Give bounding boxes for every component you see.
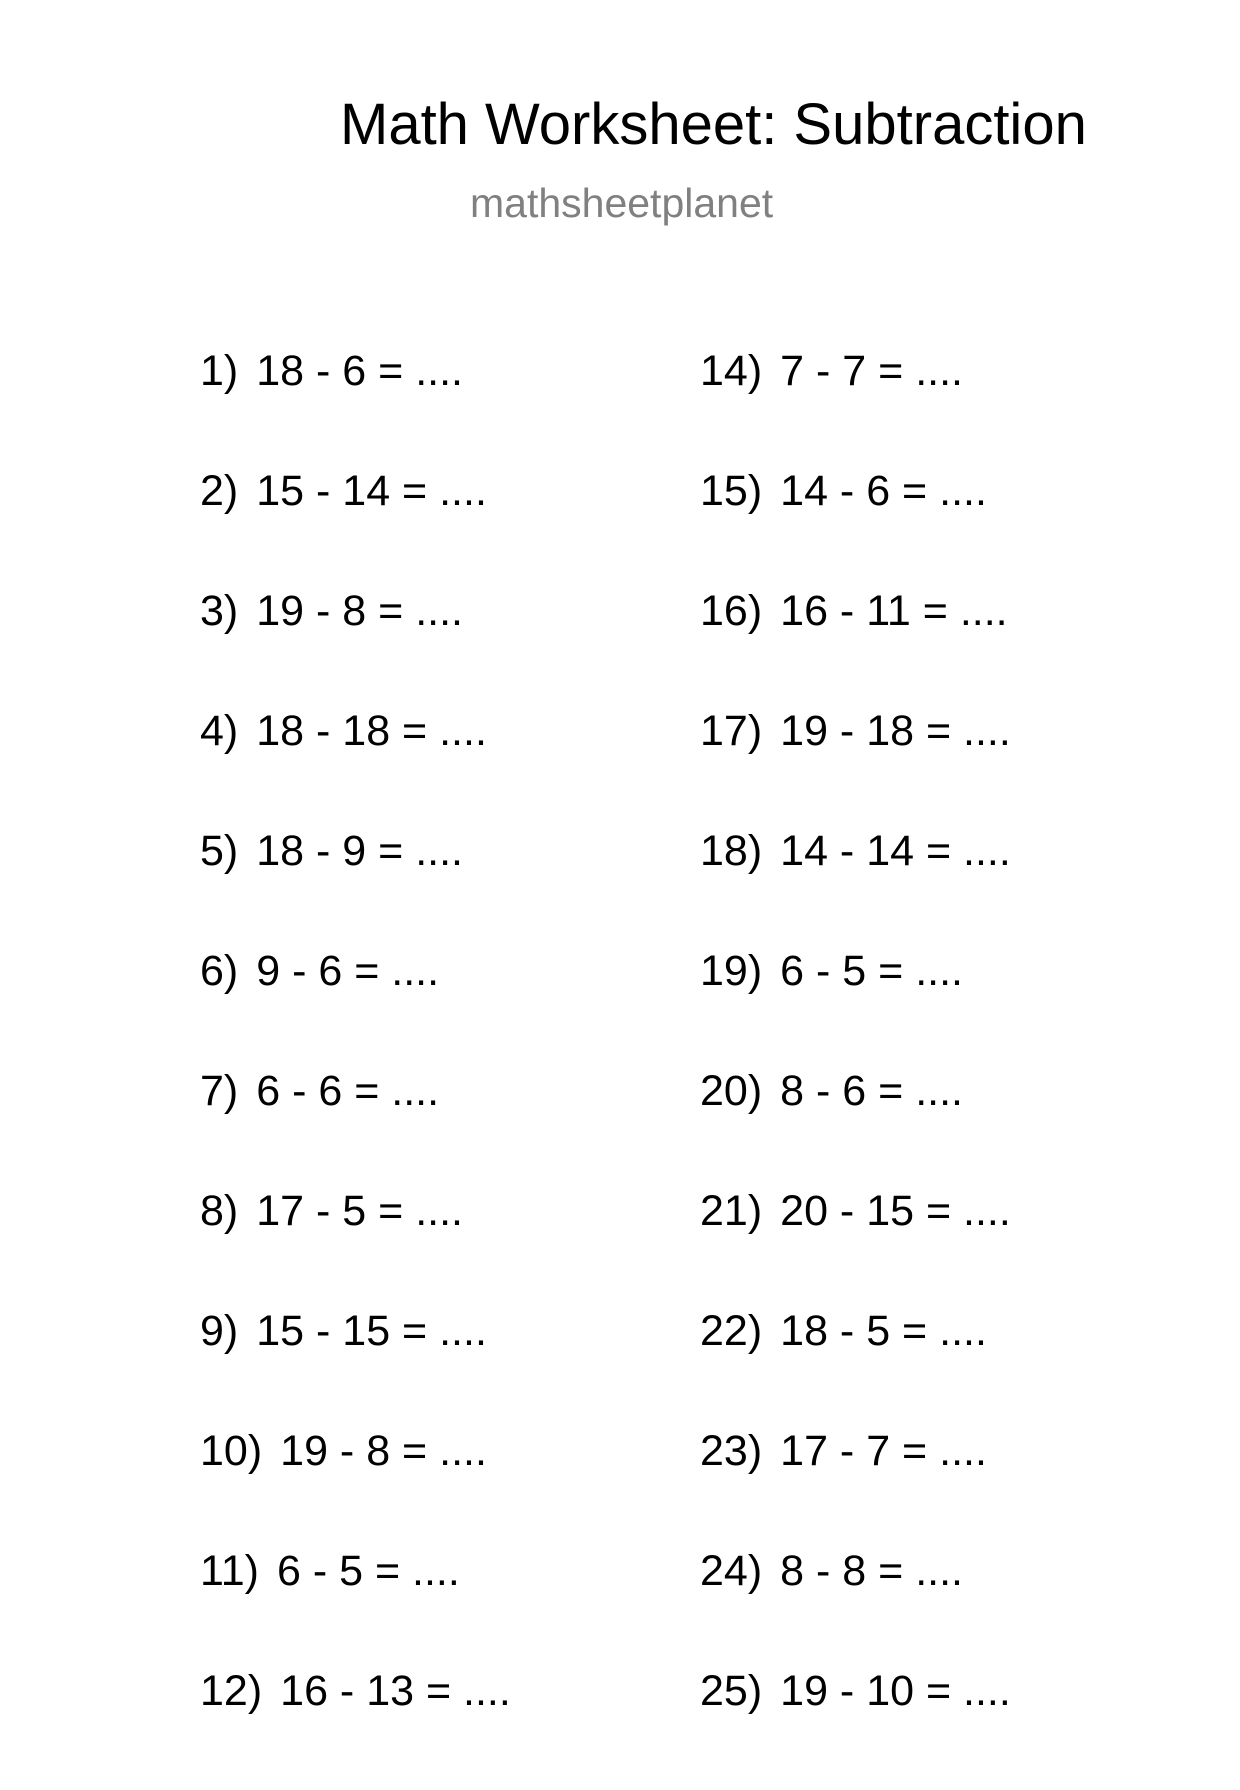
problem-item: [200, 1187, 511, 1310]
problem-number: 1): [200, 347, 239, 395]
problem-number: 24): [700, 1547, 763, 1595]
problem-item: [200, 1667, 511, 1790]
problem-number: 17): [700, 707, 763, 755]
problem-item: [700, 947, 1011, 1070]
problem-item: [700, 467, 1011, 590]
problem-expression: 16 - 13 = ....: [280, 1667, 511, 1715]
problem-item: [200, 707, 511, 830]
problem-number: 2): [200, 467, 239, 515]
problem-item: [200, 947, 511, 1070]
problem-expression: 7 - 7 = ....: [780, 347, 963, 395]
problem-number: 12): [200, 1667, 263, 1715]
problem-item: [200, 467, 511, 590]
problem-item: [700, 827, 1011, 950]
problem-item: [200, 587, 511, 710]
problem-item: [700, 1547, 1011, 1670]
problem-expression: 16 - 11 = ....: [780, 587, 1008, 635]
problem-number: 22): [700, 1307, 763, 1355]
problem-number: 8): [200, 1187, 239, 1235]
problem-item: [700, 707, 1011, 830]
problem-number: 20): [700, 1067, 763, 1115]
problem-number: 3): [200, 587, 239, 635]
problem-expression: 19 - 18 = ....: [780, 707, 1011, 755]
problem-expression: 14 - 14 = ....: [780, 827, 1011, 875]
problem-number: 25): [700, 1667, 763, 1715]
problem-expression: 15 - 15 = ....: [256, 1307, 487, 1355]
problem-expression: 20 - 15 = ....: [780, 1187, 1011, 1235]
problem-number: 19): [700, 947, 763, 995]
problem-expression: 9 - 6 = ....: [256, 947, 440, 995]
problem-expression: 17 - 7 = ....: [780, 1427, 987, 1475]
problem-expression: 19 - 8 = ....: [280, 1427, 487, 1475]
problem-expression: 18 - 6 = ....: [256, 347, 463, 395]
problem-expression: 15 - 14 = ....: [256, 467, 487, 515]
problem-column-left: [200, 347, 511, 1790]
problem-expression: 19 - 10 = ....: [780, 1667, 1011, 1715]
problem-number: 6): [200, 947, 239, 995]
problem-expression: 6 - 6 = ....: [256, 1067, 440, 1115]
problem-expression: 14 - 6 = ....: [780, 467, 987, 515]
problem-item: [700, 1067, 1011, 1190]
problem-item: [700, 1307, 1011, 1430]
problem-expression: 6 - 5 = ....: [276, 1547, 460, 1595]
problem-number: 16): [700, 587, 763, 635]
problem-number: 21): [700, 1187, 763, 1235]
problem-item: [200, 1307, 511, 1430]
problem-expression: 18 - 18 = ....: [256, 707, 487, 755]
problem-item: [700, 1667, 1011, 1790]
problem-item: [700, 347, 1011, 470]
problem-item: [200, 1427, 511, 1550]
problem-number: 9): [200, 1307, 239, 1355]
problem-number: 23): [700, 1427, 763, 1475]
problem-number: 11): [200, 1547, 259, 1595]
problem-number: 14): [700, 347, 763, 395]
problem-number: 10): [200, 1427, 263, 1475]
worksheet-title: Math Worksheet: Subtraction: [340, 92, 1087, 157]
problem-expression: 19 - 8 = ....: [256, 587, 463, 635]
problem-item: [200, 347, 511, 470]
problem-number: 18): [700, 827, 763, 875]
problem-item: [700, 1187, 1011, 1310]
problem-expression: 18 - 5 = ....: [780, 1307, 987, 1355]
problem-expression: 17 - 5 = ....: [256, 1187, 463, 1235]
problem-item: [700, 587, 1011, 710]
problem-number: 4): [200, 707, 239, 755]
worksheet-source: mathsheetplanet: [470, 180, 774, 226]
problem-number: 15): [700, 467, 763, 515]
problem-expression: 18 - 9 = ....: [256, 827, 463, 875]
problem-item: [200, 1547, 511, 1670]
problem-item: [200, 827, 511, 950]
problem-item: [200, 1067, 511, 1190]
problem-expression: 6 - 5 = ....: [780, 947, 963, 995]
problem-number: 5): [200, 827, 239, 875]
problem-column-right: [700, 347, 1011, 1790]
problem-number: 7): [200, 1067, 239, 1115]
problem-item: [700, 1427, 1011, 1550]
problem-expression: 8 - 6 = ....: [780, 1067, 963, 1115]
problem-expression: 8 - 8 = ....: [780, 1547, 963, 1595]
